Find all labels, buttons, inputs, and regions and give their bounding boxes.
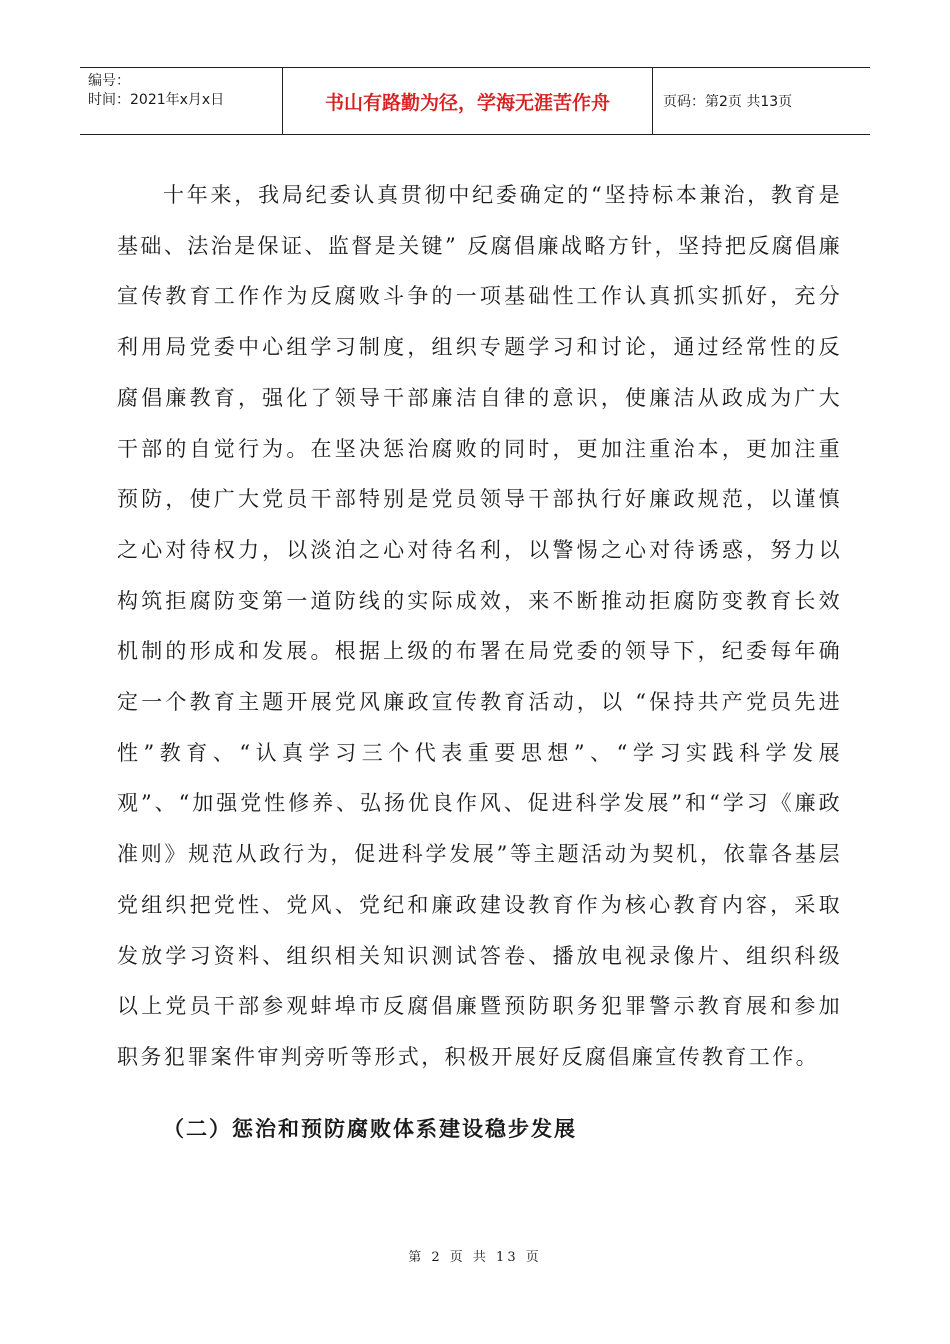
body-paragraph: 十年来，我局纪委认真贯彻中纪委确定的“坚持标本兼治，教育是基础、法治是保证、监督是关键” 反腐倡廉战略方针，坚持把反腐倡廉宣传教育工作作为反腐败斗争的一项基础性工作认真抓实抓好，充分利用局党委中心组学习制度，组织专题学习和讨论，通过经常性的反腐倡廉教育，强化了领导干部廉洁自律的意识，使廉洁从政成为广大干部的自觉行为。在坚决惩治腐败的同时，更加注重治本，更加注重预防，使广大党员干部特别是党员领导干部执行好廉政规范，以谨慎之心对待权力，以淡泊之心对待名利，以警惕之心对待诱惑，努力以构筑拒腐防变第一道防线的实际成效，来不断推动拒腐防变教育长效机制的形成和发展。根据上级的布署在局党委的领导下，纪委每年确定一个教育主题开展党风廉政宣传教育活动，以 “保持共产党员先进性”教育、“认真学习三个代表重要思想”、“学习实践科学发展观”、“加强党性修养、弘扬优良作风、促进科学发展”和“学习《廉政准则》规范从政行为，促进科学发展”等主题活动为契机，依靠各基层党组织把党性、党风、党纪和廉政建设教育作为核心教育内容，采取发放学习资料、组织相关知识测试答卷、播放电视录像片、组织科级以上党员干部参观蚌埠市反腐倡廉暨预防职务犯罪警示教育展和参加职务犯罪案件审判旁听等形式，积极开展好反腐倡廉宣传教育工作。 bbox=[117, 183, 842, 1069]
document-header bbox=[80, 67, 870, 135]
header-motto: 书山有路勤为径，学海无涯苦作舟 bbox=[283, 68, 653, 134]
document-time-label: 时间：2021年x月x日 bbox=[88, 92, 225, 108]
section-subheading: （二）惩治和预防腐败体系建设稳步发展 bbox=[163, 1116, 577, 1141]
header-page-info: 页码：第2页 共13页 bbox=[663, 94, 793, 110]
header-meta bbox=[80, 68, 283, 134]
page-footer: 第 2 页 共 13 页 bbox=[408, 1250, 542, 1265]
document-number-label: 编号： bbox=[88, 73, 130, 89]
